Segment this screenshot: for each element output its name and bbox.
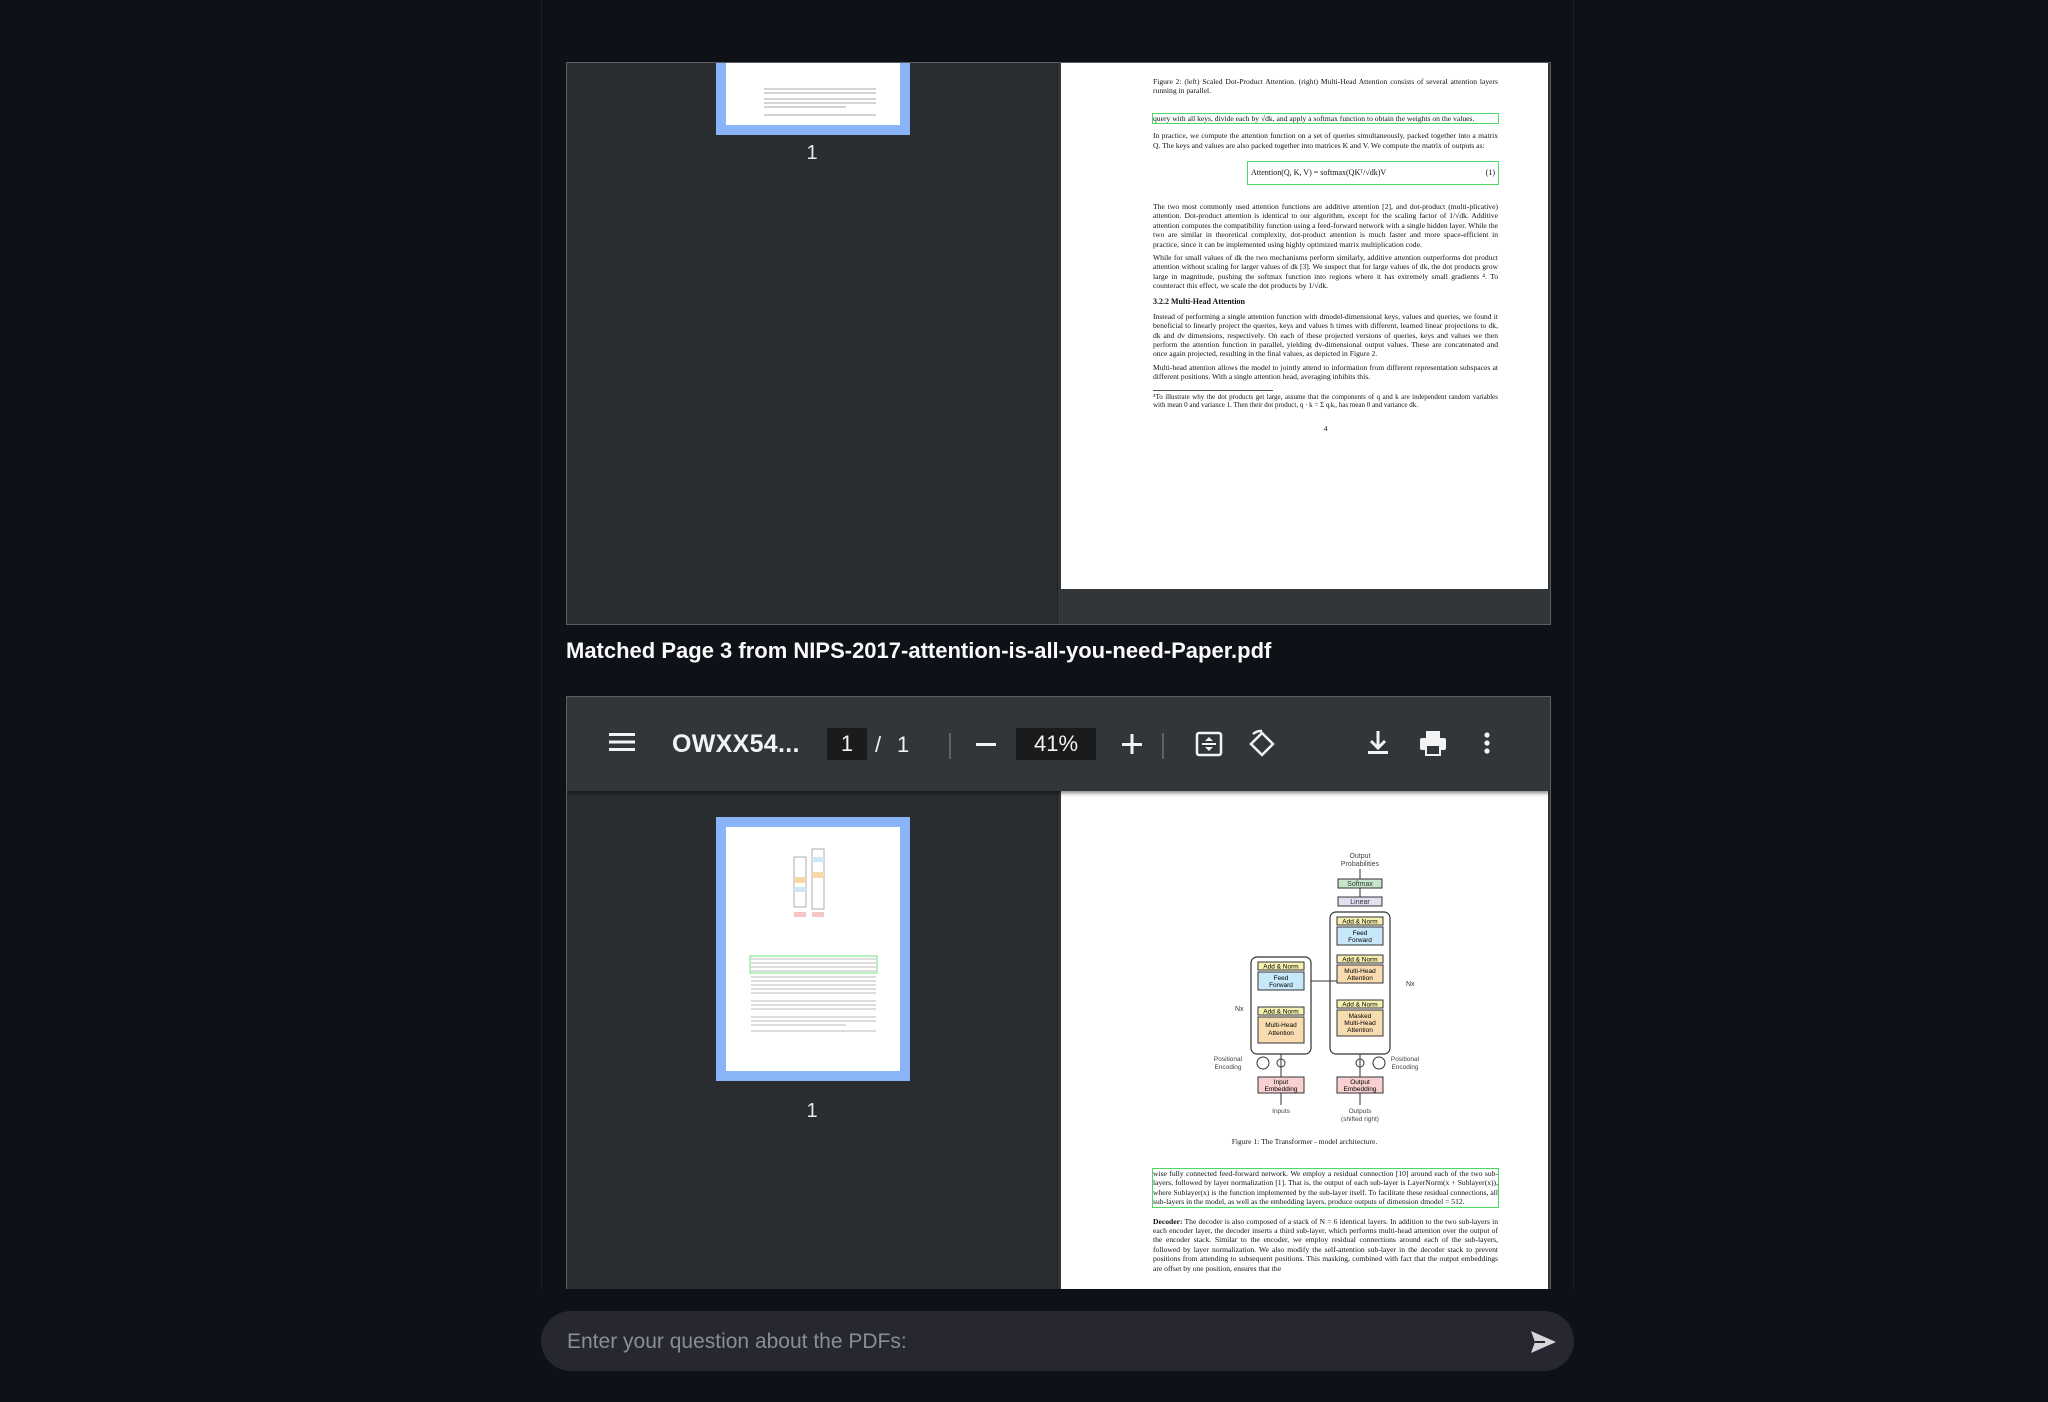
- document-title: OWXX54...: [672, 730, 800, 758]
- footnote-rule: [1153, 390, 1273, 391]
- figure-caption: Figure 2: (left) Scaled Dot-Product Attention. (right) Multi-Head Attention consists of several attention layers running in parallel.: [1153, 77, 1498, 96]
- svg-text:Softmax: Softmax: [1347, 881, 1373, 888]
- footnote: ⁴To illustrate why the dot products get large, assume that the components of q and k are independent random variables with mean 0 and variance 1. Then their dot product, q · k = Σ qᵢkᵢ, has mean 0 and variance dk.: [1153, 392, 1498, 410]
- svg-text:Multi-Head: Multi-Head: [1265, 1022, 1297, 1029]
- zoom-input[interactable]: 41%: [1016, 728, 1096, 760]
- svg-text:Attention: Attention: [1347, 1027, 1373, 1034]
- total-pages: 1: [897, 732, 910, 757]
- svg-text:Probabilities: Probabilities: [1340, 861, 1380, 868]
- download-icon[interactable]: [1363, 728, 1393, 758]
- svg-text:Positional: Positional: [1390, 1056, 1420, 1063]
- page-thumbnail[interactable]: [716, 62, 910, 135]
- svg-text:Forward: Forward: [1269, 982, 1293, 989]
- toolbar-divider: [1162, 733, 1164, 759]
- toolbar-divider: [949, 733, 951, 759]
- rotate-icon[interactable]: [1246, 728, 1278, 760]
- svg-text:Add & Norm: Add & Norm: [1342, 1001, 1378, 1009]
- pdf-viewer-bottom[interactable]: [566, 696, 1551, 1289]
- svg-text:Feed: Feed: [1273, 975, 1289, 982]
- page-number-input[interactable]: 1: [827, 728, 867, 760]
- paragraph: While for small values of dk the two mechanisms perform similarly, additive attention outperforms dot product attention without scaling for larger values of dk [3]. We suspect that for large values of dk, the dot products grow large in magnitude, pushing the softmax function into regions where it has extremely small gradients ⁴. To counteract this effect, we scale the dot products by 1/√dk.: [1153, 253, 1498, 291]
- thumbnail-page: [726, 827, 900, 1071]
- question-input[interactable]: [565, 1325, 1509, 1359]
- pdf-page: [1061, 791, 1548, 1289]
- section-heading: 3.2.2 Multi-Head Attention: [1153, 296, 1245, 306]
- thumbnail-page-number: 1: [806, 142, 818, 164]
- matched-page-label: Matched Page 3 from NIPS-2017-attention-is-all-you-need-Paper.pdf: [566, 638, 1272, 663]
- page-thumbnail[interactable]: [716, 817, 910, 1081]
- equation: Attention(Q, K, V) = softmax(QKᵀ/√dk)V (1): [1248, 162, 1498, 184]
- send-icon[interactable]: [1528, 1327, 1558, 1357]
- page-body: [1153, 1169, 1498, 1277]
- fit-page-icon[interactable]: [1194, 729, 1224, 759]
- svg-text:Encoding: Encoding: [1391, 1064, 1419, 1071]
- equation-row: [1153, 158, 1498, 194]
- more-vert-icon[interactable]: [1477, 728, 1497, 758]
- chat-input-bar: [541, 1311, 1574, 1371]
- svg-text:Linear: Linear: [1350, 899, 1370, 906]
- paragraph: Decoder: The decoder is also composed of a stack of N = 6 identical layers. In addition to the two sub-layers in each encoder layer, the decoder inserts a third sub-layer, which performs multi-head attention over the output of the encoder stack. Similar to the encoder, we employ residual connections around each of the sub-layers, followed by layer normalization. We also modify the self-attention sub-layer in the decoder stack to prevent positions from attending to subsequent positions. This masking, combined with fact that the output embeddings are offset by one position, ensures that the: [1153, 1216, 1498, 1273]
- plus-icon[interactable]: [1117, 729, 1147, 759]
- paragraph: Instead of performing a single attention function with dmodel-dimensional keys, values and queries, we found it beneficial to linearly project the queries, keys and values h times with different, learned linear projections to dk, dk and dv dimensions, respectively. On each of these projected versions of queries, keys and values we then perform the attention function in parallel, yielding dv-dimensional output values. These are concatenated and once again projected, resulting in the final values, as depicted in Figure 2.: [1153, 311, 1498, 359]
- output-probabilities-label: Output: [1349, 853, 1371, 860]
- svg-text:Attention: Attention: [1347, 975, 1373, 982]
- paragraph: Multi-head attention allows the model to jointly attend to information from different representation subspaces at different positions. With a single attention head, averaging inhibits this.: [1153, 362, 1498, 382]
- thumbnail-sidebar: [567, 791, 1058, 1289]
- svg-text:Feed: Feed: [1352, 930, 1368, 937]
- svg-text:(shifted right): (shifted right): [1341, 1116, 1379, 1123]
- page-number: 4: [1323, 423, 1328, 433]
- svg-text:Add & Norm: Add & Norm: [1263, 1008, 1299, 1016]
- pdf-toolbar: [567, 697, 1550, 791]
- svg-text:Inputs: Inputs: [1272, 1108, 1290, 1115]
- highlighted-match: wise fully connected feed-forward network. We employ a residual connection [10] around each of the two sub-layers, followed by layer normalization [1]. That is, the output of each sub-layer is LayerNorm(x + Sublayer(x)), where Sublayer(x) is the function implemented by the sub-layer itself. To facilitate these residual connections, all sub-layers in the model, as well as the embedding layers, produce outputs of dimension dmodel = 512.: [1153, 1169, 1498, 1207]
- minus-icon[interactable]: [971, 729, 1001, 759]
- thumbnail-text-lines: [726, 62, 900, 125]
- svg-text:Add & Norm: Add & Norm: [1342, 918, 1378, 926]
- print-icon[interactable]: [1417, 728, 1449, 758]
- svg-text:Embedding: Embedding: [1343, 1086, 1377, 1093]
- pdf-page: [1061, 63, 1548, 589]
- main-column-left-border: [541, 0, 542, 1290]
- svg-text:Positional: Positional: [1213, 1056, 1243, 1063]
- figure-caption: Figure 1: The Transformer - model architecture.: [1231, 1137, 1378, 1146]
- svg-text:Embedding: Embedding: [1264, 1086, 1298, 1093]
- svg-text:Output: Output: [1350, 1079, 1370, 1086]
- svg-text:Encoding: Encoding: [1214, 1064, 1242, 1071]
- svg-text:Outputs: Outputs: [1348, 1108, 1372, 1115]
- paragraph: In practice, we compute the attention function on a set of queries simultaneously, packed together into a matrix Q. The keys and values are also packed together into matrices K and V. We compute the matrix of outputs as:: [1153, 131, 1498, 150]
- menu-icon[interactable]: [607, 727, 637, 757]
- svg-text:Add & Norm: Add & Norm: [1342, 956, 1378, 964]
- thumbnail-page-number: 1: [806, 1100, 818, 1122]
- highlighted-match: query with all keys, divide each by √dk, and apply a softmax function to obtain the weights on the values.: [1153, 114, 1498, 123]
- svg-text:Forward: Forward: [1348, 937, 1372, 944]
- page-separator: /: [875, 732, 882, 757]
- svg-text:Nx: Nx: [1406, 981, 1415, 988]
- svg-text:Input: Input: [1273, 1079, 1289, 1086]
- pdf-viewer-top[interactable]: [566, 62, 1551, 625]
- thumbnail-page: [726, 62, 900, 125]
- svg-text:Multi-Head: Multi-Head: [1344, 968, 1376, 975]
- transformer-architecture-diagram: [1061, 791, 1548, 1151]
- thumbnail-sidebar: [567, 63, 1058, 624]
- svg-text:Multi-Head: Multi-Head: [1344, 1020, 1376, 1027]
- main-column-right-border: [1573, 0, 1574, 1290]
- thumbnail-content: [726, 827, 900, 1071]
- svg-text:Masked: Masked: [1348, 1013, 1372, 1020]
- paragraph: The two most commonly used attention functions are additive attention [2], and dot-product (multi-plicative) attention. Dot-product attention is identical to our algorithm, except for the scaling factor of 1/√dk. Additive attention computes the compatibility function using a feed-forward network with a single hidden layer. While the two are similar in theoretical complexity, dot-product attention is much faster and more space-efficient in practice, since it can be implemented using highly optimized matrix multiplication code.: [1153, 202, 1498, 249]
- svg-text:Attention: Attention: [1268, 1030, 1294, 1037]
- svg-text:Nx: Nx: [1235, 1006, 1244, 1013]
- svg-text:Add & Norm: Add & Norm: [1263, 963, 1299, 971]
